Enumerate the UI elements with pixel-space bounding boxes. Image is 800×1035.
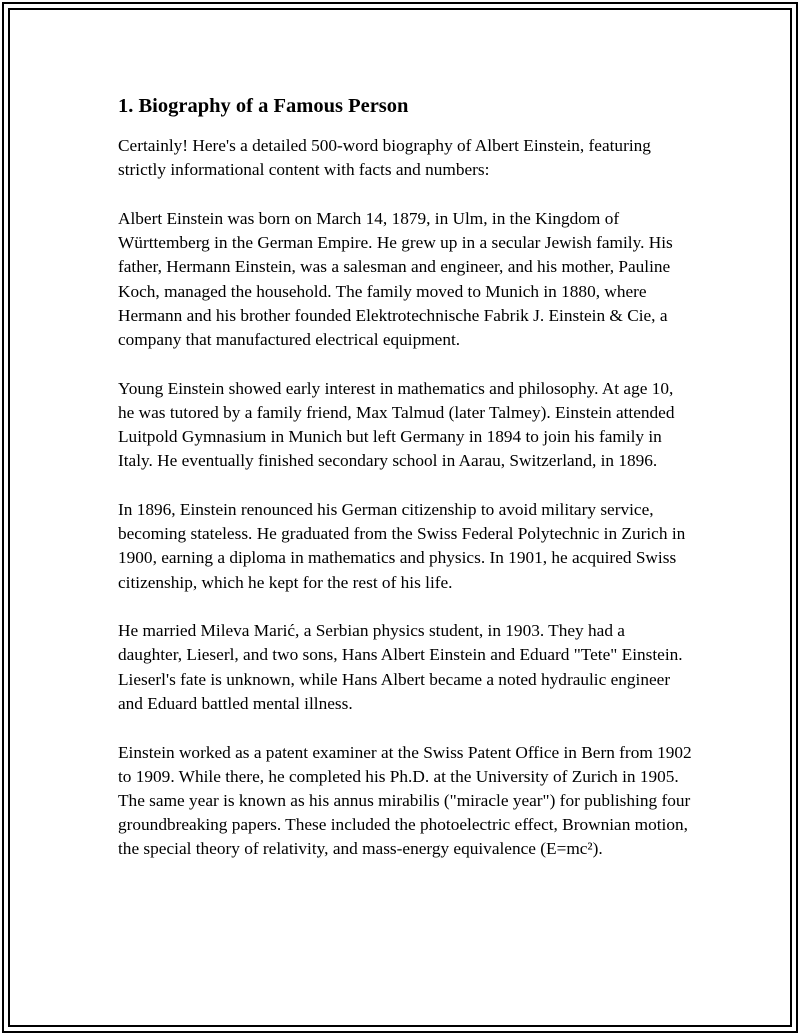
- early-life-paragraph: Albert Einstein was born on March 14, 1879, in Ulm, in the Kingdom of Württemberg in the German Empire. He grew up in a secular Jewish family. His father, Hermann Einstein, was a salesman and engineer, and his mother, Pauline Koch, managed the household. The family moved to Munich in 1880, where Hermann and his brother founded Elektrotechnische Fabrik J. Einstein & Cie, a company that manufactured electrical equipment.: [118, 208, 673, 349]
- intro-paragraph: Certainly! Here's a detailed 500-word biography of Albert Einstein, featuring strictly informational content with facts and numbers:: [118, 136, 651, 180]
- education-paragraph: Young Einstein showed early interest in mathematics and philosophy. At age 10, he was tutored by a family friend, Max Talmud (later Talmey). Einstein attended Luitpold Gymnasium in Munich but left Germany in 1894 to join his family in Italy. He eventually finished secondary school in Aarau, Switzerland, in 1896.: [118, 378, 675, 471]
- section-heading: 1. Biography of a Famous Person: [118, 95, 409, 117]
- family-paragraph: He married Mileva Marić, a Serbian physics student, in 1903. They had a daughter, Lieserl, and two sons, Hans Albert Einstein and Eduard "Tete" Einstein. Lieserl's fate is unknown, while Hans Albert became a noted hydraulic engineer and Eduard battled mental illness.: [118, 621, 683, 713]
- document-body: [118, 94, 693, 886]
- citizenship-paragraph: In 1896, Einstein renounced his German citizenship to avoid military service, becoming stateless. He graduated from the Swiss Federal Polytechnic in Zurich in 1900, earning a diploma in mathematics and physics. In 1901, he acquired Swiss citizenship, which he kept for the rest of his life.: [118, 499, 686, 592]
- career-paragraph: Einstein worked as a patent examiner at the Swiss Patent Office in Bern from 1902 to 1909. While there, he completed his Ph.D. at the University of Zurich in 1905. The same year is known as his annus mirabilis ("miracle year") for publishing four groundbreaking papers. These included the photoelectric effect, Brownian motion, the special theory of relativity, and mass-energy equivalence (E=mc²).: [118, 742, 692, 859]
